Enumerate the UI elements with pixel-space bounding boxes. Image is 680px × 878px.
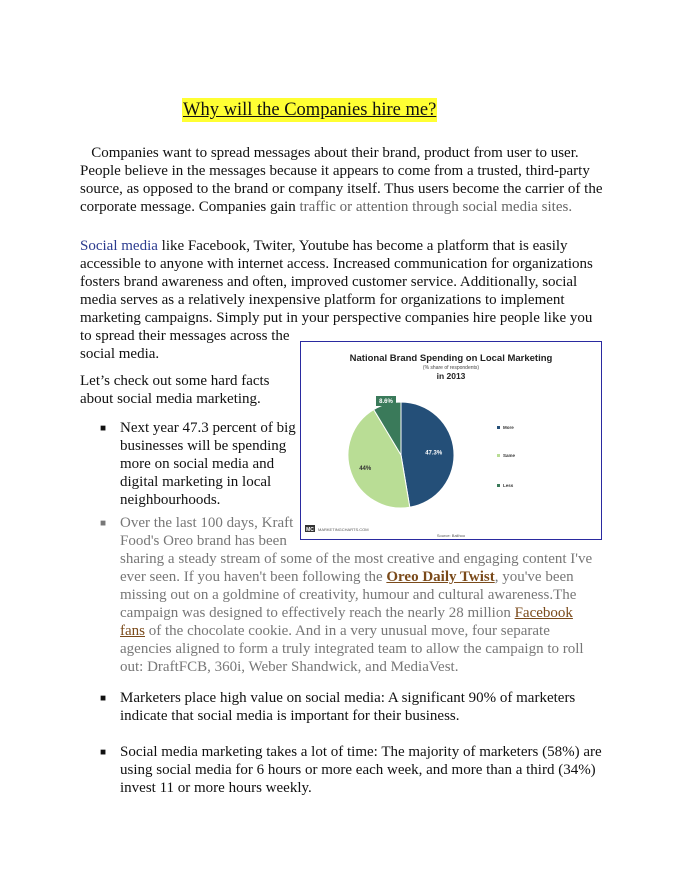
oreo-daily-twist-link[interactable]: Oreo Daily Twist <box>386 569 495 585</box>
chart-subtitle: (% share of respondents) <box>422 365 480 371</box>
mc-logo-text: MC <box>306 527 314 533</box>
list-item-text: Next year 47.3 percent of big businesses will be spending more on social media and digital marketing in local neighbourhoods. <box>120 420 296 508</box>
slice-value-label: 8.6% <box>379 399 393 405</box>
chart-footer-right: Source: Balihoo <box>436 533 466 538</box>
legend-swatch <box>497 426 500 429</box>
list-item-text: Marketers place high value on social media: A significant 90% of marketers indicate that social media is important for their business. <box>120 690 576 724</box>
intro-text-grey: traffic or attention through social media sites. <box>299 199 573 215</box>
chart-footer-left: MARKETINGCHARTS.COM <box>318 527 369 532</box>
list-item-text-start: Over the last 100 days, Kraft Food's Oreo brand has been <box>120 515 294 549</box>
facts-intro: Let’s check out some hard facts about social media marketing. <box>80 373 270 407</box>
bullet-square-icon: ■ <box>100 518 107 529</box>
legend-label: Less <box>503 483 514 488</box>
facebook-fans-link[interactable]: Facebook fans <box>120 605 573 639</box>
slice-value-label: 47.3% <box>425 450 443 457</box>
social-media-link[interactable]: Social media <box>80 238 158 254</box>
bullet-square-icon: ■ <box>100 423 107 434</box>
social-media-text: like Facebook, Twiter, Youtube has become a platform that is easily accessible to anyone with internet access. Increased communication for organizations fosters brand awareness and often, improved customer service. Additionally, social media serves as a relatively inexpensive platform for organizations to implement marketing campaigns. Simply put in your perspective companies hire people like you <box>80 238 593 326</box>
pie-chart-image <box>300 341 602 540</box>
bullet-square-icon: ■ <box>100 693 107 704</box>
list-item-text-mid2: , you've been missing out on a goldmine of creativity, humour and cultural awareness.The campaign was designed to effectively reach the nearly 28 million <box>120 569 577 621</box>
legend-label: Same <box>503 453 516 458</box>
chart-year: in 2013 <box>436 371 466 381</box>
pie-chart <box>301 342 601 539</box>
legend-swatch <box>497 484 500 487</box>
slice-value-label: 44% <box>359 466 372 473</box>
bullet-square-icon: ■ <box>100 747 107 758</box>
chart-title: National Brand Spending on Local Marketing <box>349 353 553 364</box>
list-item-text-mid: sharing a steady stream of some of the most creative and engaging content I've ever seen. If you haven't been following the <box>120 551 593 585</box>
page-title: Why will the Companies hire me? <box>183 100 437 120</box>
list-item-text-end: of the chocolate cookie. And in a very unusual move, four separate agencies aligned to form a truly integrated team to allow the campaign to roll out: DraftFCB, 360i, Weber Shandwick, and MediaVest. <box>120 623 584 675</box>
social-media-text-narrow: to spread their messages across the social media. <box>80 328 290 362</box>
list-item-text: Social media marketing takes a lot of time: The majority of marketers (58%) are using social media for 6 hours or more each week, and more than a third (34%) invest 11 or more hours weekly. <box>120 744 602 796</box>
intro-text: Companies want to spread messages about their brand, product from user to user. People believe in the messages because it appears to come from a trusted, third-party source, as opposed to the brand or company itself. Thus users become the carrier of the corporate message. Companies gain <box>80 145 603 215</box>
intro-paragraph <box>80 144 610 216</box>
legend-label: More <box>503 425 514 430</box>
legend-swatch <box>497 454 500 457</box>
